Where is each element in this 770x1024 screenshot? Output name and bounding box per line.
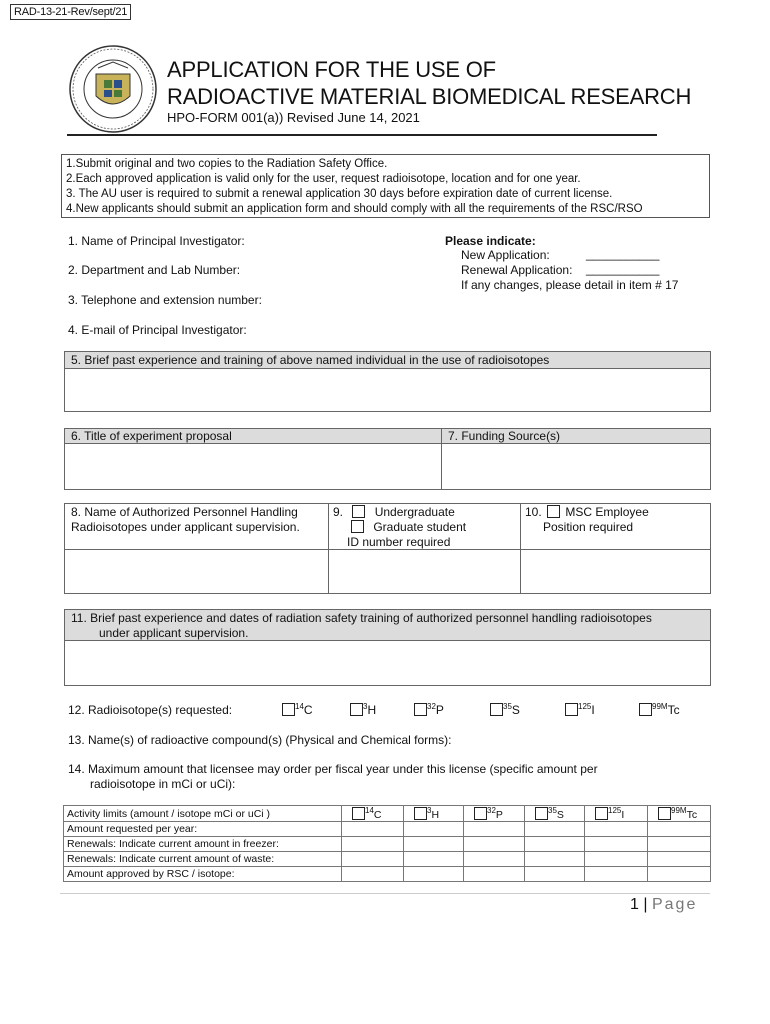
section-5-box: [64, 351, 711, 412]
form-title-line1: APPLICATION FOR THE USE OF: [167, 57, 496, 82]
form-title-line2: RADIOACTIVE MATERIAL BIOMEDICAL RESEARCH: [167, 84, 692, 109]
section-11-box: [64, 609, 711, 686]
renewal-application-blank[interactable]: ___________: [586, 262, 660, 276]
section-7-field[interactable]: [442, 444, 710, 489]
activity-limits-table: [63, 805, 711, 882]
page-number: 1 | Page: [630, 896, 698, 913]
activity-header-i125[interactable]: $^{125}$I: [585, 806, 648, 822]
section-10-field[interactable]: [521, 550, 710, 593]
msc-employee-label: MSC Employee: [565, 505, 649, 519]
instruction-4: 4.New applicants should submit an application form and should comply with all the requirements of the RSC/RSO: [66, 203, 643, 215]
section-10-number: 10.: [525, 505, 542, 519]
id-number-note: ID number required: [347, 535, 451, 549]
section-11-header-line2: under applicant supervision.: [99, 626, 249, 640]
q12-label: 12. Radioisotope(s) requested:: [68, 703, 233, 717]
section-8-10-box: [64, 503, 711, 594]
q14-label-line1: 14. Maximum amount that licensee may order per fiscal year under this license (specific amount per: [68, 762, 598, 776]
section-8-header-line2: Radioisotopes under applicant supervision.: [71, 520, 300, 534]
q4-label: 4. E-mail of Principal Investigator:: [68, 323, 247, 337]
institution-seal: [68, 44, 158, 134]
footer-rule: [60, 893, 710, 894]
section-5-header: 5. Brief past experience and training of above named individual in the use of radioisotopes: [65, 352, 710, 369]
tc99m-checkbox[interactable]: [639, 703, 652, 716]
activity-row-label: Amount approved by RSC / isotope:: [64, 867, 342, 882]
section-9-number: 9.: [333, 505, 344, 519]
q14-label-line2: radioisotope in mCi or uCi):: [90, 777, 236, 791]
section-11-header-line1: 11. Brief past experience and dates of radiation safety training of authorized personnel handling radioisotopes: [71, 611, 652, 625]
instruction-2: 2.Each approved application is valid only for the user, request radioisotope, location and for one year.: [66, 173, 581, 185]
activity-row-label: Renewals: Indicate current amount of waste:: [64, 852, 342, 867]
i125-checkbox[interactable]: [565, 703, 578, 716]
section-8-header-line1: 8. Name of Authorized Personnel Handling: [71, 505, 298, 519]
table-row: [64, 852, 711, 867]
undergraduate-label: Undergraduate: [374, 505, 455, 519]
section-9-field[interactable]: [329, 550, 521, 593]
activity-header-tc99m[interactable]: $^{99M}$Tc: [648, 806, 711, 822]
activity-header-h3[interactable]: $^3$H: [404, 806, 464, 822]
new-application-label: New Application:: [461, 248, 550, 262]
table-row: [64, 867, 711, 882]
position-required-note: Position required: [543, 520, 634, 534]
isotope-option-s35[interactable]: $^{35}$S: [490, 702, 520, 717]
q3-label: 3. Telephone and extension number:: [68, 293, 262, 307]
isotope-option-c14[interactable]: $^{14}$C: [282, 702, 313, 717]
section-6-header: 6. Title of experiment proposal: [65, 429, 442, 443]
q2-label: 2. Department and Lab Number:: [68, 263, 241, 277]
activity-header-c14[interactable]: $^{14}$C: [342, 806, 404, 822]
section-6-field[interactable]: [65, 444, 442, 489]
renewal-application-label: Renewal Application:: [461, 263, 573, 277]
instruction-3: 3. The AU user is required to submit a renewal application 30 days before expiration date of current license.: [66, 188, 613, 200]
isotope-option-p32[interactable]: $^{32}$P: [414, 702, 444, 717]
indicate-heading: Please indicate:: [445, 234, 536, 248]
graduate-student-checkbox[interactable]: [351, 520, 364, 533]
revision-tag: RAD-13-21-Rev/sept/21: [10, 4, 131, 20]
graduate-student-label: Graduate student: [373, 520, 467, 534]
changes-note: If any changes, please detail in item # 17: [461, 278, 679, 292]
table-row: [64, 837, 711, 852]
isotope-option-i125[interactable]: $^{125}$I: [565, 702, 595, 717]
activity-row-label: Activity limits (amount / isotope mCi or uCi ): [64, 806, 342, 822]
p32-checkbox[interactable]: [414, 703, 427, 716]
table-row: [64, 822, 711, 837]
q1-label: 1. Name of Principal Investigator:: [68, 234, 245, 248]
section-7-header: 7. Funding Source(s): [448, 429, 561, 443]
header-rule: [67, 134, 657, 136]
activity-row-label: Renewals: Indicate current amount in freezer:: [64, 837, 342, 852]
h3-checkbox[interactable]: [350, 703, 363, 716]
form-subtitle: HPO-FORM 001(a)) Revised June 14, 2021: [167, 110, 420, 125]
isotope-option-h3[interactable]: $^3$H: [350, 702, 376, 717]
instructions-box: [61, 154, 710, 218]
table-row: [64, 806, 711, 822]
section-11-field[interactable]: [65, 641, 710, 685]
instruction-1: 1.Submit original and two copies to the Radiation Safety Office.: [66, 158, 388, 170]
activity-header-p32[interactable]: $^{32}$P: [464, 806, 525, 822]
section-8-field[interactable]: [65, 550, 329, 593]
q13-label: 13. Name(s) of radioactive compound(s) (Physical and Chemical forms):: [68, 733, 452, 747]
new-application-blank[interactable]: ___________: [586, 247, 660, 261]
msc-employee-checkbox[interactable]: [547, 505, 560, 518]
section-6-7-box: [64, 428, 711, 490]
section-5-field[interactable]: [65, 369, 710, 411]
isotope-option-tc99m[interactable]: $^{99M}$Tc: [639, 702, 680, 717]
c14-checkbox[interactable]: [282, 703, 295, 716]
activity-header-s35[interactable]: $^{35}$S: [525, 806, 585, 822]
activity-row-label: Amount requested per year:: [64, 822, 342, 837]
s35-checkbox[interactable]: [490, 703, 503, 716]
undergraduate-checkbox[interactable]: [352, 505, 365, 518]
